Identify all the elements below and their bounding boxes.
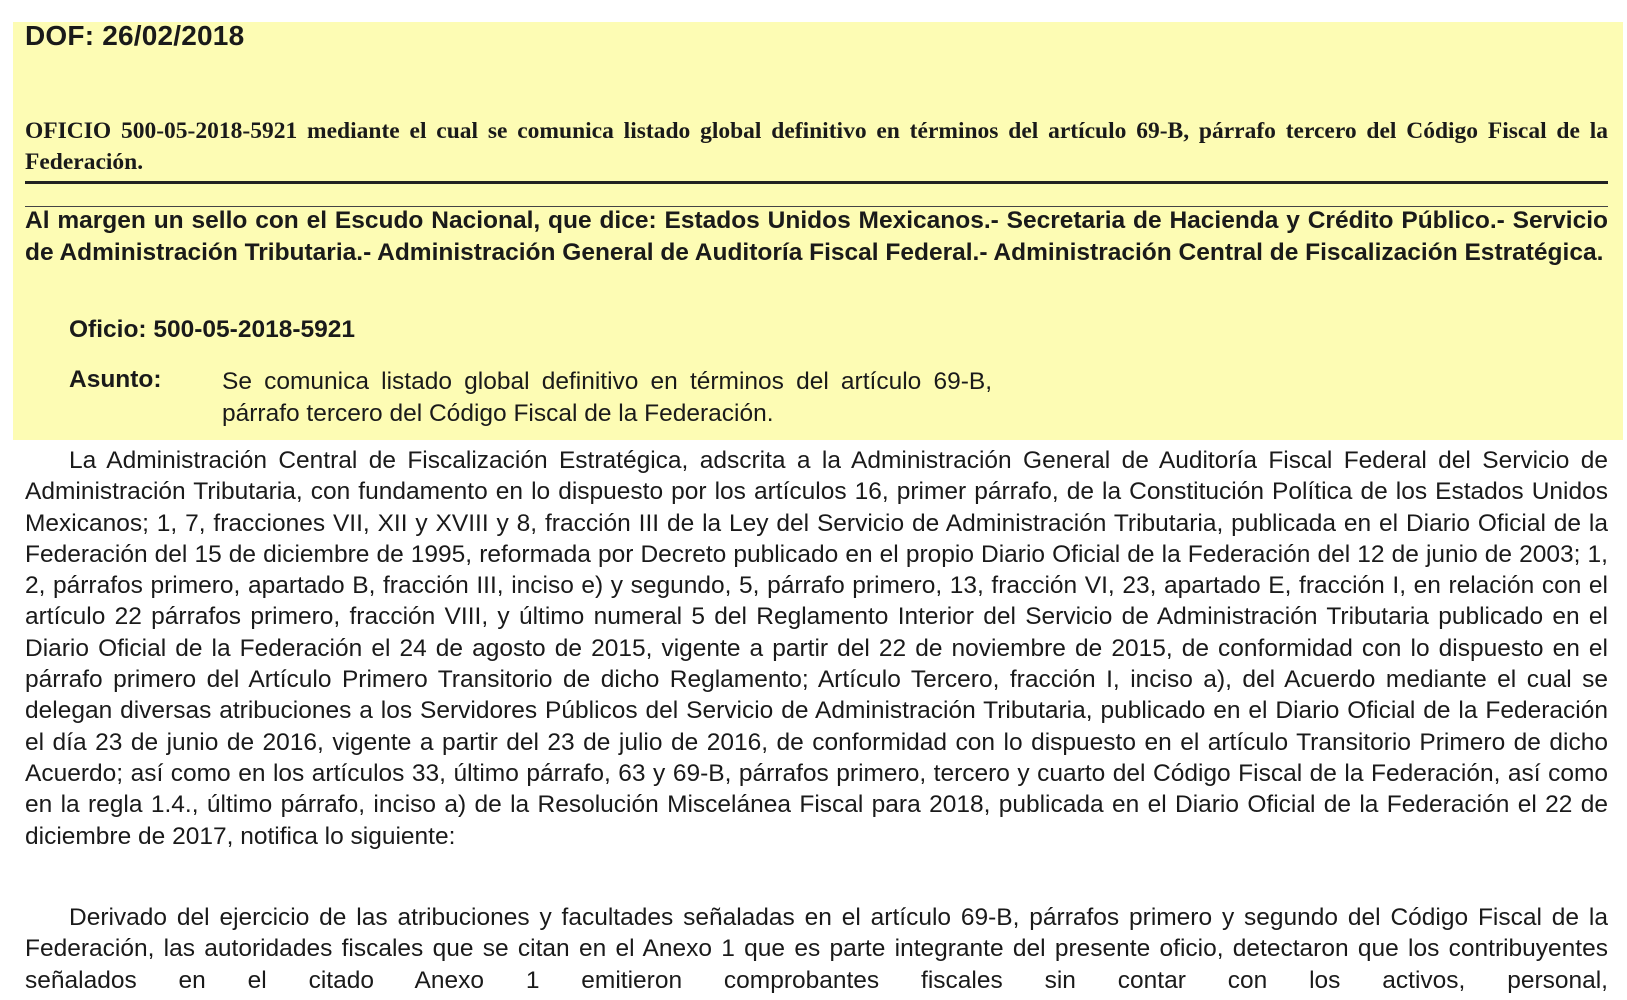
- seal-margin-text: Al margen un sello con el Escudo Nacional, que dice: Estados Unidos Mexicanos.- Secretaria de Hacienda y Crédito Público.- Servicio de Administración Tributaria.- Administración General de Auditoría Fiscal Federal.- Administración Central de Fiscalización Estratégica.: [25, 207, 1608, 266]
- title-divider-thick: [25, 181, 1608, 184]
- dof-date: DOF: 26/02/2018: [25, 20, 245, 51]
- oficio-number: Oficio: 500-05-2018-5921: [69, 316, 355, 343]
- asunto-text: Se comunica listado global definitivo en términos del artículo 69-B, párrafo tercero del Código Fiscal de la Federación.: [222, 368, 992, 427]
- body-paragraph: Derivado del ejercicio de las atribuciones y facultades señaladas en el artículo 69-B, párrafos primero y segundo del Código Fiscal de la Federación, las autoridades fiscales que se citan en el Anexo 1 que es parte integrante del presente oficio, detectaron que los contribuyentes señalados en el citado Anexo 1 emitieron comprobantes fiscales sin contar con los activos, personal,: [25, 904, 1608, 994]
- asunto-label: Asunto:: [69, 366, 162, 393]
- oficio-title: OFICIO 500-05-2018-5921 mediante el cual se comunica listado global definitivo en términos del artículo 69-B, párrafo tercero del Código Fiscal de la Federación.: [25, 118, 1608, 175]
- body-paragraph: La Administración Central de Fiscalización Estratégica, adscrita a la Administración General de Auditoría Fiscal Federal del Servicio de Administración Tributaria, con fundamento en lo dispuesto por los artículos 16, primer párrafo, de la Constitución Política de los Estados Unidos Mexicanos; 1, 7, fracciones VII, XII y XVIII y 8, fracción III de la Ley del Servicio de Administración Tributaria, publicada en el Diario Oficial de la Federación del 15 de diciembre de 1995, reformada por Decreto publicado en el propio Diario Oficial de la Federación del 12 de junio de 2003; 1, 2, párrafos primero, apartado B, fracción III, inciso e) y segundo, 5, párrafo primero, 13, fracción VI, 23, apartado E, fracción I, en relación con el artículo 22 párrafos primero, fracción VIII, y último numeral 5 del Reglamento Interior del Servicio de Administración Tributaria publicado en el Diario Oficial de la Federación el 24 de agosto de 2015, vigente a partir del 22 de noviembre de 2015, de conformidad con lo dispuesto en el párrafo primero del Artículo Primero Transitorio de dicho Reglamento; Artículo Tercero, fracción I, inciso a), del Acuerdo mediante el cual se delegan diversas atribuciones a los Servidores Públicos del Servicio de Administración Tributaria, publicado en el Diario Oficial de la Federación el día 23 de junio de 2016, vigente a partir del 23 de julio de 2016, de conformidad con lo dispuesto en el artículo Transitorio Primero de dicho Acuerdo; así como en los artículos 33, último párrafo, 63 y 69-B, párrafos primero, tercero y cuarto del Código Fiscal de la Federación, así como en la regla 1.4., último párrafo, inciso a) de la Resolución Miscelánea Fiscal para 2018, publicada en el Diario Oficial de la Federación el 22 de diciembre de 2017, notifica lo siguiente:: [25, 447, 1608, 850]
